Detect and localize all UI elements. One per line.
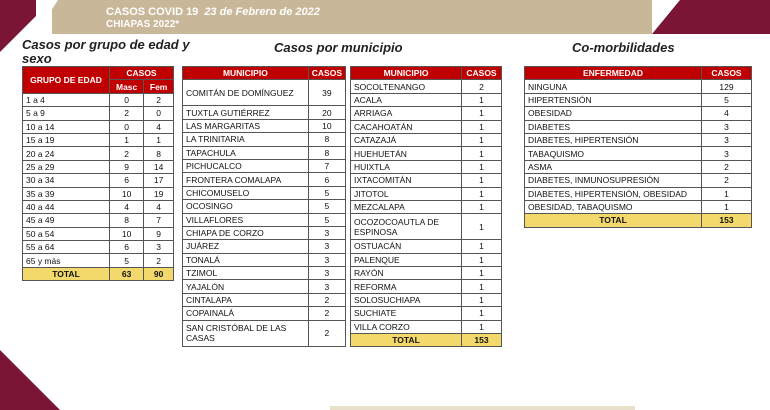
section-title-comorbilidades: Co-morbilidades — [572, 40, 675, 55]
enfermedad-casos: 1 — [702, 200, 752, 213]
municipio-casos: 5 — [308, 213, 345, 226]
fem-count: 19 — [144, 187, 174, 200]
age-row — [23, 160, 174, 173]
municipio-row — [351, 80, 502, 93]
header-right-block — [652, 0, 770, 34]
municipio-name: CACAHOATÁN — [351, 120, 462, 133]
municipio-name: FRONTERA COMALAPA — [183, 173, 309, 186]
municipio-casos: 1 — [462, 240, 502, 253]
enfermedad-name: DIABETES — [525, 120, 702, 133]
enfermedad-casos: 3 — [702, 147, 752, 160]
age-group: 10 a 14 — [23, 120, 110, 133]
masc-count: 10 — [110, 187, 144, 200]
municipio-casos: 1 — [462, 320, 502, 333]
municipio-casos: 8 — [308, 146, 345, 159]
municipio-row — [351, 200, 502, 213]
enfermedad-name: NINGUNA — [525, 80, 702, 93]
municipio-row — [183, 293, 346, 306]
municipio-name: VILLA CORZO — [351, 320, 462, 333]
municipio-row — [351, 160, 502, 173]
municipio-casos: 3 — [308, 226, 345, 239]
enfermedad-casos: 2 — [702, 160, 752, 173]
municipio-name: SOLOSUCHIAPA — [351, 293, 462, 306]
age-total-row — [23, 267, 174, 280]
municipio-row — [183, 159, 346, 172]
municipio-casos: 1 — [462, 147, 502, 160]
municipio-row — [183, 280, 346, 293]
municipio-row — [183, 119, 346, 132]
age-row — [23, 174, 174, 187]
enfermedad-casos: 3 — [702, 120, 752, 133]
comorbilidad-row — [525, 120, 752, 133]
municipio-row — [183, 146, 346, 159]
comorbilidad-row — [525, 187, 752, 200]
municipio-table-1 — [182, 66, 346, 347]
municipio-row — [351, 267, 502, 280]
municipio-row — [183, 307, 346, 320]
municipio-casos: 1 — [462, 133, 502, 146]
fem-count: 1 — [144, 133, 174, 146]
municipio-name: PICHUCALCO — [183, 159, 309, 172]
age-group: 5 a 9 — [23, 107, 110, 120]
municipio-name: CHICOMUSELO — [183, 186, 309, 199]
municipio-table-2 — [350, 66, 502, 347]
municipio-casos: 1 — [462, 120, 502, 133]
comorbilidad-row — [525, 147, 752, 160]
age-group: 35 a 39 — [23, 187, 110, 200]
municipio-name: COPAINALÁ — [183, 307, 309, 320]
age-group: 15 a 19 — [23, 133, 110, 146]
masc-count: 8 — [110, 214, 144, 227]
fem-count: 17 — [144, 174, 174, 187]
section-title-municipio: Casos por municipio — [274, 40, 403, 55]
age-table — [22, 66, 174, 281]
municipio-name: HUEHUETÁN — [351, 147, 462, 160]
comorbilidades-table — [524, 66, 752, 228]
header-left-inner — [36, 0, 58, 34]
municipio-name: CATAZAJÁ — [351, 133, 462, 146]
municipio-row — [183, 267, 346, 280]
municipio-row — [351, 133, 502, 146]
municipio-casos: 1 — [462, 214, 502, 240]
municipio-casos: 3 — [308, 240, 345, 253]
municipio-name: JITOTOL — [351, 187, 462, 200]
municipio-row — [351, 214, 502, 240]
municipio-casos: 3 — [308, 267, 345, 280]
municipio-name: SUCHIATE — [351, 307, 462, 320]
municipio-casos: 1 — [462, 160, 502, 173]
masc-count: 0 — [110, 120, 144, 133]
municipio-name: SAN CRISTÓBAL DE LAS CASAS — [183, 320, 309, 346]
mun2-total-value: 153 — [462, 334, 502, 347]
age-group: 25 a 29 — [23, 160, 110, 173]
section-title-age: Casos por grupo de edad y sexo — [22, 37, 190, 66]
enfermedad-casos: 5 — [702, 93, 752, 106]
municipio-casos: 1 — [462, 307, 502, 320]
bottom-stripe — [330, 406, 635, 410]
municipio-name: YAJALÓN — [183, 280, 309, 293]
mun1-header-municipio: MUNICIPIO — [183, 67, 309, 80]
age-row — [23, 200, 174, 213]
masc-count: 2 — [110, 107, 144, 120]
fem-count: 9 — [144, 227, 174, 240]
municipio-casos: 1 — [462, 107, 502, 120]
enfermedad-name: OBESIDAD — [525, 107, 702, 120]
enfermedad-name: DIABETES, HIPERTENSIÓN — [525, 133, 702, 146]
municipio-row — [183, 133, 346, 146]
enfermedad-name: DIABETES, INMUNOSUPRESIÓN — [525, 174, 702, 187]
municipio-casos: 6 — [308, 173, 345, 186]
municipio-row — [351, 174, 502, 187]
age-group: 45 a 49 — [23, 214, 110, 227]
municipio-row — [351, 293, 502, 306]
municipio-casos: 1 — [462, 200, 502, 213]
municipio-name: COMITÁN DE DOMÍNGUEZ — [183, 80, 309, 106]
municipio-name: OCOZOCOAUTLA DE ESPINOSA — [351, 214, 462, 240]
comorbilidad-row — [525, 107, 752, 120]
masc-count: 10 — [110, 227, 144, 240]
comorb-header-casos: CASOS — [702, 67, 752, 80]
municipio-name: IXTACOMITÁN — [351, 174, 462, 187]
age-total-label: TOTAL — [23, 267, 110, 280]
municipio-casos: 5 — [308, 186, 345, 199]
comorbilidad-row — [525, 200, 752, 213]
municipio-casos: 1 — [462, 174, 502, 187]
enfermedad-name: DIABETES, HIPERTENSIÓN, OBESIDAD — [525, 187, 702, 200]
masc-count: 9 — [110, 160, 144, 173]
municipio-row — [351, 320, 502, 333]
age-header-fem: Fem — [144, 80, 174, 93]
municipio-name: CINTALAPA — [183, 293, 309, 306]
municipio-row — [183, 186, 346, 199]
age-group: 40 a 44 — [23, 200, 110, 213]
age-row — [23, 241, 174, 254]
age-total-fem: 90 — [144, 267, 174, 280]
municipio-casos: 1 — [462, 267, 502, 280]
municipio-row — [351, 307, 502, 320]
comorbilidad-row — [525, 160, 752, 173]
municipio-row — [183, 226, 346, 239]
age-total-masc: 63 — [110, 267, 144, 280]
enfermedad-casos: 129 — [702, 80, 752, 93]
municipio-name: SOCOLTENANGO — [351, 80, 462, 93]
municipio-name: OCOSINGO — [183, 200, 309, 213]
municipio-casos: 8 — [308, 133, 345, 146]
municipio-casos: 1 — [462, 280, 502, 293]
municipio-name: OSTUACÁN — [351, 240, 462, 253]
municipio-casos: 2 — [308, 320, 345, 346]
fem-count: 7 — [144, 214, 174, 227]
comorbilidad-row — [525, 174, 752, 187]
fem-count: 4 — [144, 120, 174, 133]
masc-count: 6 — [110, 174, 144, 187]
municipio-name: RAYÓN — [351, 267, 462, 280]
municipio-row — [351, 93, 502, 106]
masc-count: 5 — [110, 254, 144, 267]
municipio-row — [183, 200, 346, 213]
age-row — [23, 187, 174, 200]
header-subtitle: CHIAPAS 2022* — [106, 19, 180, 30]
municipio-name: TAPACHULA — [183, 146, 309, 159]
enfermedad-name: OBESIDAD, TABAQUISMO — [525, 200, 702, 213]
municipio-name: REFORMA — [351, 280, 462, 293]
mun2-total-row — [351, 334, 502, 347]
comorbilidad-row — [525, 93, 752, 106]
comorb-total-value: 153 — [702, 214, 752, 227]
municipio-name: PALENQUE — [351, 253, 462, 266]
comorbilidad-row — [525, 133, 752, 146]
age-row — [23, 107, 174, 120]
municipio-row — [183, 320, 346, 346]
municipio-name: LA TRINITARIA — [183, 133, 309, 146]
municipio-row — [183, 173, 346, 186]
age-row — [23, 147, 174, 160]
comorb-total-row — [525, 214, 752, 227]
mun2-header-municipio: MUNICIPIO — [351, 67, 462, 80]
masc-count: 6 — [110, 241, 144, 254]
municipio-row — [351, 107, 502, 120]
enfermedad-name: ASMA — [525, 160, 702, 173]
municipio-casos: 3 — [308, 253, 345, 266]
fem-count: 4 — [144, 200, 174, 213]
municipio-casos: 2 — [308, 307, 345, 320]
enfermedad-casos: 2 — [702, 174, 752, 187]
municipio-name: TONALÁ — [183, 253, 309, 266]
municipio-casos: 7 — [308, 159, 345, 172]
age-group: 20 a 24 — [23, 147, 110, 160]
enfermedad-casos: 1 — [702, 187, 752, 200]
age-row — [23, 227, 174, 240]
municipio-name: ARRIAGA — [351, 107, 462, 120]
age-group: 55 a 64 — [23, 241, 110, 254]
age-header-masc: Masc — [110, 80, 144, 93]
municipio-name: VILLAFLORES — [183, 213, 309, 226]
municipio-casos: 39 — [308, 80, 345, 106]
age-row — [23, 214, 174, 227]
age-header-casos: CASOS — [110, 67, 174, 80]
enfermedad-casos: 3 — [702, 133, 752, 146]
municipio-casos: 20 — [308, 106, 345, 119]
municipio-name: MEZCALAPA — [351, 200, 462, 213]
enfermedad-name: HIPERTENSIÓN — [525, 93, 702, 106]
comorb-header-enfermedad: ENFERMEDAD — [525, 67, 702, 80]
masc-count: 2 — [110, 147, 144, 160]
municipio-row — [351, 280, 502, 293]
municipio-name: ACALA — [351, 93, 462, 106]
municipio-row — [183, 253, 346, 266]
age-row — [23, 120, 174, 133]
masc-count: 0 — [110, 93, 144, 106]
municipio-name: TZIMOL — [183, 267, 309, 280]
mun2-header-casos: CASOS — [462, 67, 502, 80]
municipio-row — [183, 240, 346, 253]
municipio-casos: 1 — [462, 93, 502, 106]
age-row — [23, 93, 174, 106]
municipio-name: HUIXTLA — [351, 160, 462, 173]
municipio-casos: 2 — [462, 80, 502, 93]
age-group: 65 y más — [23, 254, 110, 267]
municipio-row — [183, 213, 346, 226]
mun1-header-casos: CASOS — [308, 67, 345, 80]
age-header-group: GRUPO DE EDAD — [23, 67, 110, 94]
municipio-casos: 1 — [462, 293, 502, 306]
municipio-name: CHIAPA DE CORZO — [183, 226, 309, 239]
header-title: CASOS COVID 19 23 de Febrero de 2022 — [106, 6, 320, 18]
municipio-name: LAS MARGARITAS — [183, 119, 309, 132]
age-row — [23, 254, 174, 267]
municipio-casos: 1 — [462, 253, 502, 266]
masc-count: 1 — [110, 133, 144, 146]
municipio-row — [183, 106, 346, 119]
municipio-row — [351, 147, 502, 160]
municipio-name: JUÁREZ — [183, 240, 309, 253]
enfermedad-name: TABAQUISMO — [525, 147, 702, 160]
fem-count: 14 — [144, 160, 174, 173]
mun2-total-label: TOTAL — [351, 334, 462, 347]
comorb-total-label: TOTAL — [525, 214, 702, 227]
fem-count: 2 — [144, 254, 174, 267]
municipio-row — [351, 120, 502, 133]
fem-count: 8 — [144, 147, 174, 160]
municipio-casos: 2 — [308, 293, 345, 306]
municipio-row — [183, 80, 346, 106]
municipio-casos: 1 — [462, 187, 502, 200]
municipio-casos: 10 — [308, 119, 345, 132]
header-date: 23 de Febrero de 2022 — [204, 6, 320, 18]
municipio-casos: 5 — [308, 200, 345, 213]
age-group: 50 a 54 — [23, 227, 110, 240]
bottom-corner-decoration — [0, 350, 60, 410]
age-group: 1 a 4 — [23, 93, 110, 106]
masc-count: 4 — [110, 200, 144, 213]
municipio-row — [351, 253, 502, 266]
municipio-row — [351, 240, 502, 253]
municipio-row — [351, 187, 502, 200]
fem-count: 3 — [144, 241, 174, 254]
enfermedad-casos: 4 — [702, 107, 752, 120]
fem-count: 2 — [144, 93, 174, 106]
fem-count: 0 — [144, 107, 174, 120]
age-group: 30 a 34 — [23, 174, 110, 187]
comorbilidad-row — [525, 80, 752, 93]
municipio-name: TUXTLA GUTIÉRREZ — [183, 106, 309, 119]
age-row — [23, 133, 174, 146]
municipio-casos: 3 — [308, 280, 345, 293]
